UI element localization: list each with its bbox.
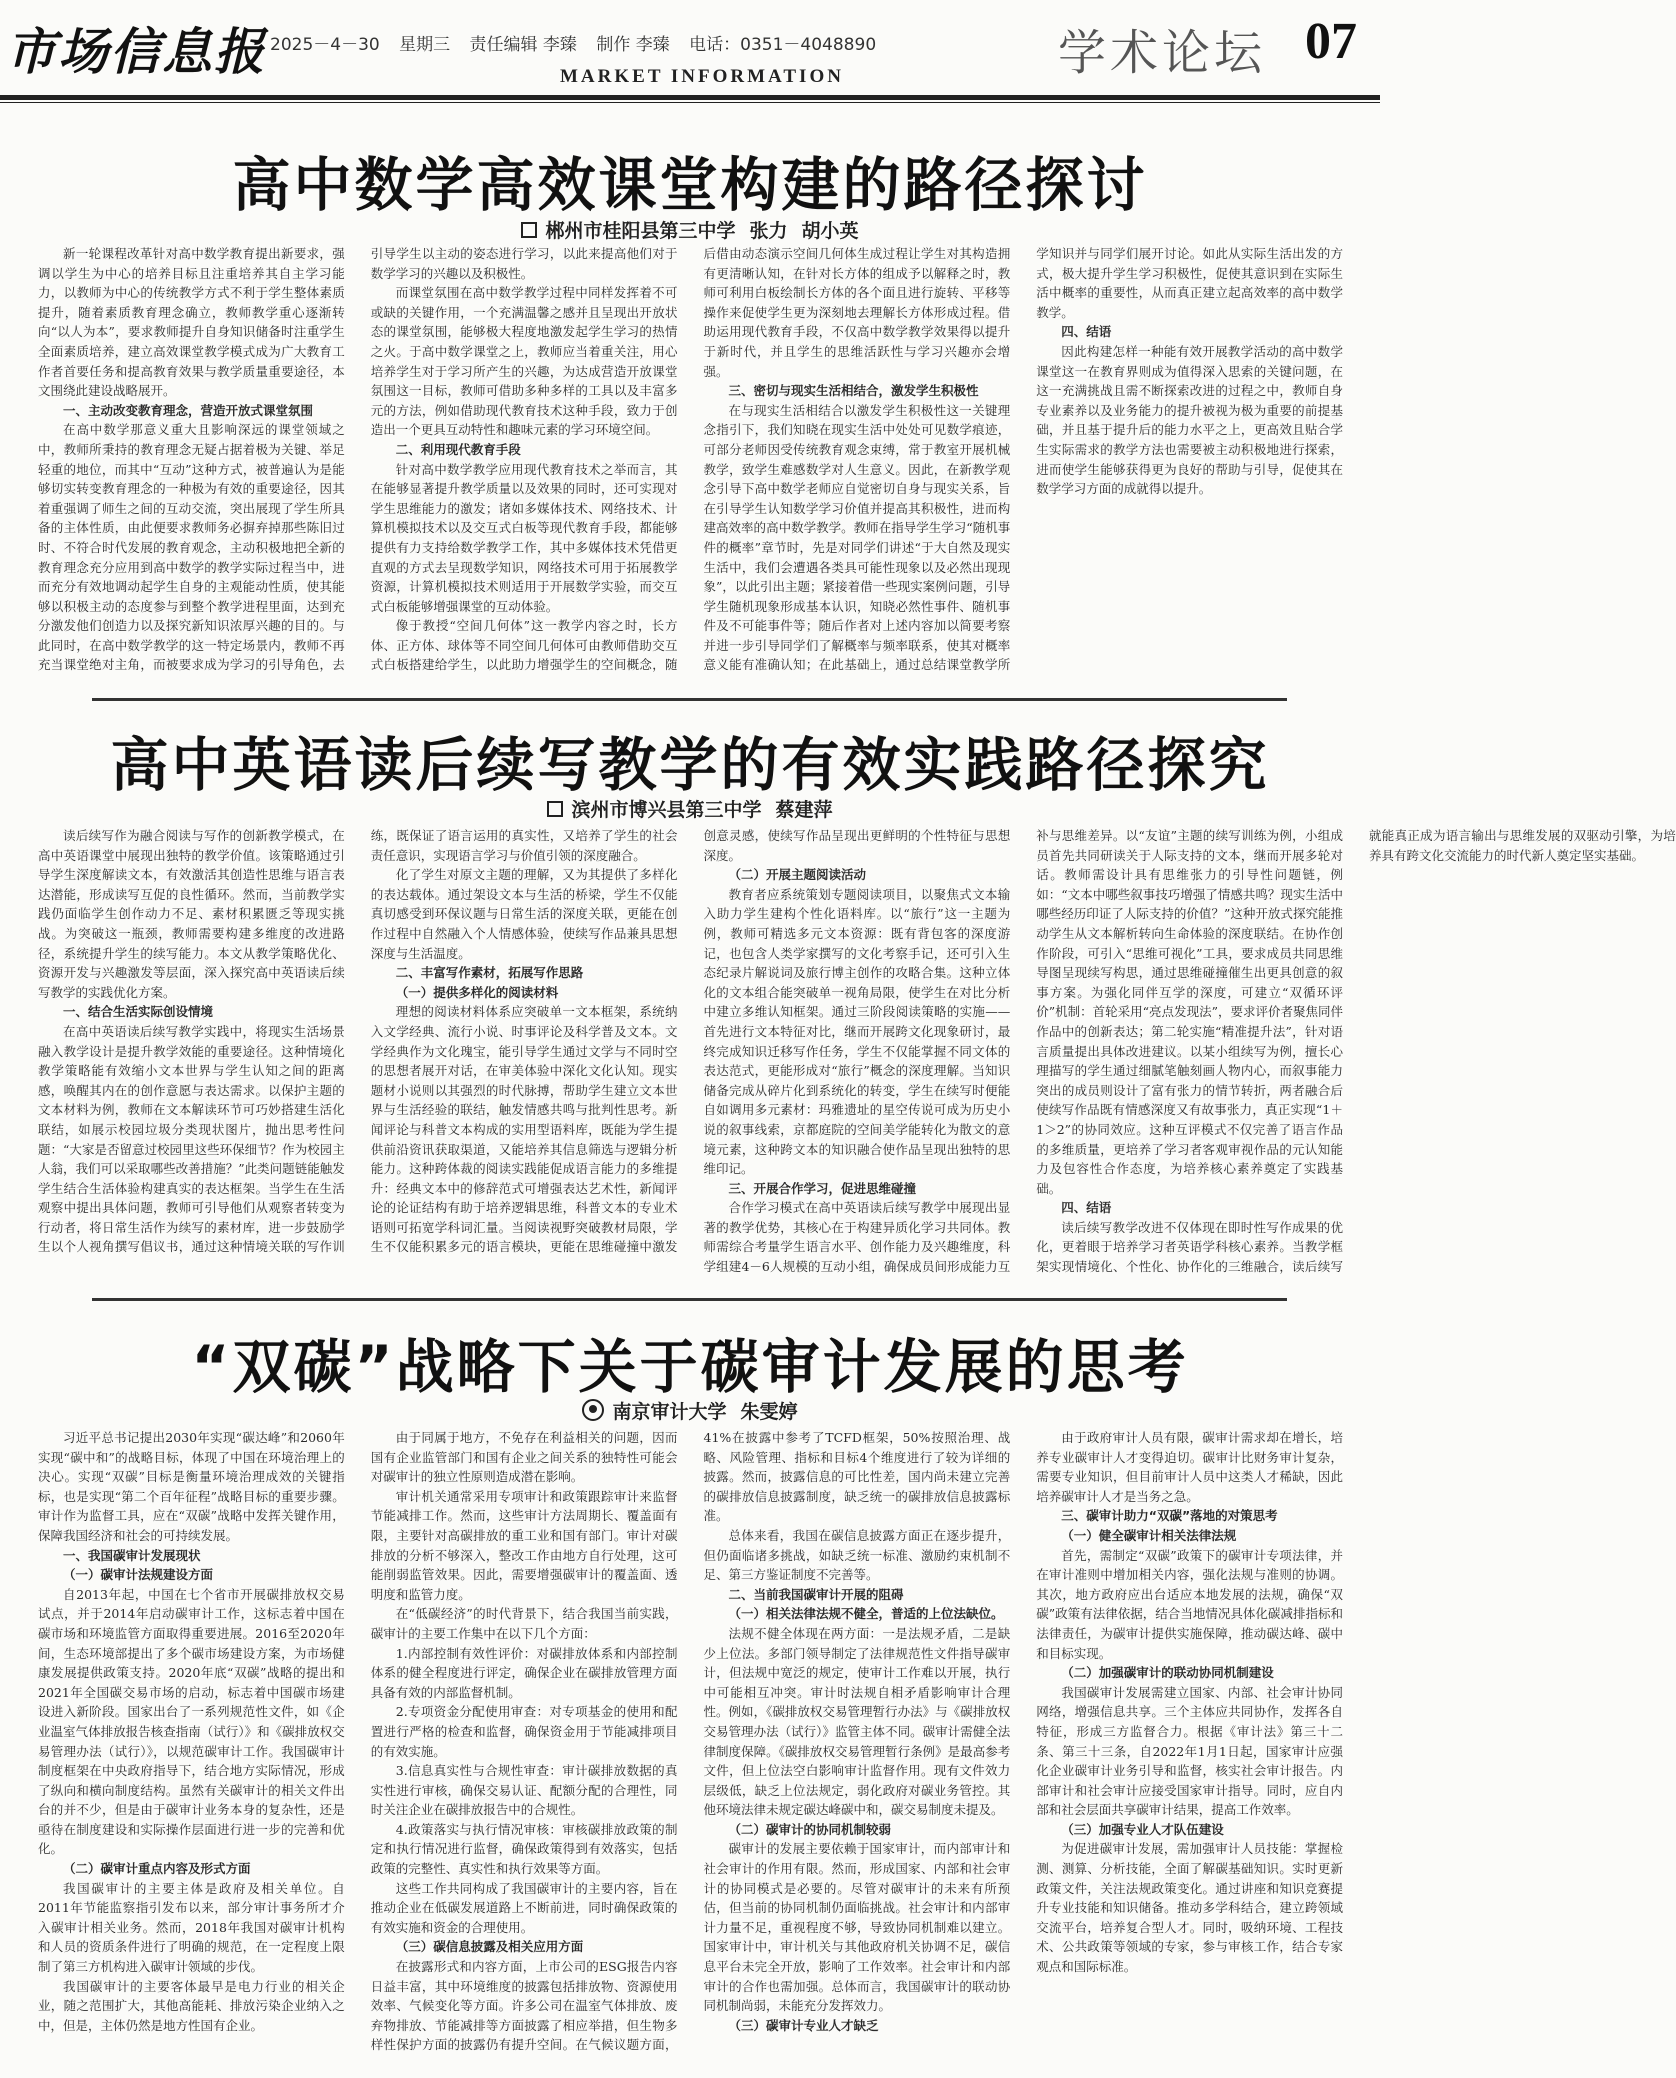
body-paragraph: 由于同属于地方，不免存在利益相关的问题，因而国有企业监管部门和国有企业之间关系的独特性可能会对碳审计的独立性原则造成潜在影响。 <box>370 1430 678 1485</box>
body-paragraph: 这些工作共同构成了我国碳审计的主要内容，旨在推动企业在低碳发展道路上不断前进，同时确保政策的有效实施和资金的合理使用。 <box>370 1880 678 1935</box>
body-paragraph: 我国碳审计发展需建立国家、内部、社会审计协同网络，增强信息共享。三个主体应共同协作，发挥各自特征，形成三方监督合力。根据《审计法》第三十二条、第三十三条，自2022年1月1日起，国家审计应强化企业碳审计业务引导和监督，核实社会审计报告。内部审计和社会审计应接受国家审计指导。同时，应自内部和社会层面共享碳审计结果，提高工作效率。 <box>1036 1684 1343 1818</box>
section-heading: （一）碳审计法规建设方面 <box>63 1567 214 1583</box>
section-heading: （二）加强碳审计的联动协同机制建设 <box>1061 1665 1274 1681</box>
section-heading: 三、密切与现实生活相结合，激发学生积极性 <box>728 383 979 399</box>
section-heading: 一、结合生活实际创设情境 <box>63 1004 214 1020</box>
article-byline <box>0 216 1380 243</box>
section-heading: （二）开展主题阅读活动 <box>728 867 867 883</box>
article-divider <box>92 1298 1287 1301</box>
issue-date: 2025－4－30 <box>270 35 380 55</box>
body-paragraph: 由于政府审计人员有限，碳审计需求却在增长，培养专业碳审计人才变得迫切。碳审计比财务审计复杂，需要专业知识，但目前审计人员中这类人才稀缺，因此培养碳审计人才是当务之急。 <box>1036 1430 1343 1504</box>
section-heading: （一）提供多样化的阅读材料 <box>395 984 559 1000</box>
section-heading: （三）碳审计专业人才缺乏 <box>728 2017 879 2033</box>
author-affiliation: 南京审计大学 <box>612 1401 727 1423</box>
body-paragraph: 读后续写作为融合阅读与写作的创新教学模式，在高中英语课堂中展现出独特的教学价值。该策略通过引导学生深度解读文本，有效激活其创造性思维与语言表达潜能，形成读写互促的良性循环。然而，当前教学实践仍面临学生创作动力不足、素材积累匮乏等现实挑战。为突破这一瓶颈，教师需要构建多维度的改进路径，系统提升学生的续写能力。本文从教学策略优化、资源开发与兴趣激发等层面，深入探究高中英语读后续写教学的实践优化方案。 <box>38 828 345 1000</box>
masthead-rule <box>0 95 1380 100</box>
section-heading: （一）健全碳审计相关法律法规 <box>1061 1527 1237 1543</box>
article-title: 高中数学高效课堂构建的路径探讨 <box>232 151 1148 219</box>
body-paragraph: 为促进碳审计发展，需加强审计人员技能：掌握检测、测算、分析技能，全面了解碳基础知识。实时更新政策文件，关注法规政策变化。通过讲座和知识竞赛提升专业技能和知识储备。推动多学科结合，建立跨领域交流平台，培养复合型人才。同时，吸纳环境、工程技术、公共政策等领域的专家，参与审核工作，结合专家观点和国际标准。 <box>1036 1841 1343 1975</box>
section-heading: 二、当前我国碳审计开展的阻碍 <box>728 1586 904 1602</box>
body-paragraph: 2.专项资金分配使用审查：对专项基金的使用和配置进行严格的检查和监督，确保资金用于节能减排项目的有效实施。 <box>370 1704 678 1759</box>
section-heading: （二）碳审计重点内容及形式方面 <box>63 1861 251 1877</box>
author-affiliation: 郴州市桂阳县第三中学 <box>545 220 736 242</box>
section-heading: 二、丰富写作素材，拓展写作思路 <box>395 965 584 981</box>
body-paragraph: 针对高中数学教学应用现代教育技术之举而言，其在能够显著提升教学质量以及效果的同时，还可实现对学生思维能力的激发；诸如多媒体技术、网络技术、计算机模拟技术以及交互式白板等现代教育手段，都能够提供有力支持给数学教学工作，其中多媒体技术凭借更直观的方式去呈现数学知识，网络技术可用于拓展教学资源，计算机模拟技术则适用于开展数学实验，而交互式白板能够增强课堂的互动体验。 <box>370 461 678 614</box>
section-heading: 四、结语 <box>1061 324 1112 340</box>
body-paragraph: 在披露形式和内容方面，上市公司的ESG报告内容日益丰富，其中环境维度的披露包括排放物、资源使用效率、气候变化等方面。许多公司在温室气体排放、废弃物排放、节能减排等方面披露了相应举措，但生物多样性保护方面的披露仍有提升空间。在气候议题方面，41%在披露中参考了TCFD框架，50%按照治理、战略、风险管理、指标和目标4个维度进行了较为详细的披露。然而，披露信息的可比性差，国内尚未建立完善的碳排放信息披露制度，缺乏统一的碳排放信息披露标准。 <box>370 1430 1011 2053</box>
body-paragraph: 因此构建怎样一种能有效开展教学活动的高中数学课堂这一在教育界则成为值得深入思索的关键问题，在这一充满挑战且需不断探索改进的过程之中，教师自身专业素养以及业务能力的提升被视为极为重要的前提基础，并且基于提升后的能力水平之上，更高效且贴合学生实际需求的教学方法也需要被主动积极地进行探索，进而使学生能够获得更为良好的帮助与引导，促使其在数学学习方面的成就得以提升。 <box>1036 343 1343 497</box>
body-paragraph: 理想的阅读材料体系应突破单一文本框架，系统纳入文学经典、流行小说、时事评论及科学普及文本。文学经典作为文化瑰宝，能引导学生通过文学与不同时空的思想者展开对话，在审美体验中深化文化认知。现实题材小说则以其强烈的时代脉搏，帮助学生建立文本世界与生活经验的联结，触发情感共鸣与批判性思考。新闻评论与科普文本构成的实用型语料库，既能为学生提供前沿资讯获取渠道，又能培养其信息筛选与逻辑分析能力。这种跨体裁的阅读实践能促成语言能力的多维提升：经典文本中的修辞范式可增强表达艺术性，新闻评论的论证结构有助于培养逻辑思维，科普文本的专业术语则可拓宽学科词汇量。当阅读视野突破教材局限，学生不仅能积累多元的语言模块，更能在思维碰撞中激发创意灵感，使续写作品呈现出更鲜明的个性特征与思想深度。 <box>370 828 1011 1255</box>
issue-editor: 责任编辑 李臻 <box>469 35 577 55</box>
article-title: 高中英语读后续写教学的有效实践路径探究 <box>110 731 1270 799</box>
section-heading: 二、利用现代教育手段 <box>395 441 521 457</box>
body-paragraph: 像于教授“空间几何体”这一教学内容之时，长方体、正方体、球体等不同空间几何体可由教师借助交互式白板搭建给学生，以此助力增强学生的空间概念，随后借由动态演示空间几何体生成过程让学生对其构造拥有更清晰认知，在针对长方体的组成予以解释之时，教师可利用白板绘制长方体的各个面且进行旋转、平移等操作来促使学生更为深刻地去理解长方体形成过程。借助运用现代教育手段，不仅高中数学教学效果得以提升于新时代，并且学生的思维活跃性与学习兴趣亦会增强。 <box>370 246 1011 673</box>
newspaper-english-name: MARKET INFORMATION <box>560 66 844 87</box>
masthead-rule-thin <box>0 102 1380 103</box>
section-heading: 三、开展合作学习，促进思维碰撞 <box>728 1180 917 1196</box>
article-divider <box>92 698 1287 701</box>
article-body <box>38 826 1676 1278</box>
body-paragraph: 法规不健全体现在两方面：一是法规矛盾，二是缺少上位法。多部门领导制定了法律规范性文件指导碳审计，但法规中宽泛的规定，使审计工作难以开展，执行中可能相互冲突。审计时法规自相矛盾影响审计合理性。例如，《碳排放权交易管理暂行办法》与《碳排放权交易管理办法（试行）》监管主体不同。碳审计需健全法律制度保障。《碳排放权交易管理暂行条例》是最高参考文件，但上位法空白影响审计监督作用。现有文件效力层级低，缺乏上位法规定，弱化政府对碳业务管控。其他环境法律未规定碳达峰碳中和，碳交易制度未提及。 <box>703 1625 1011 1818</box>
body-paragraph: 我国碳审计的主要客体最早是电力行业的相关企业，随之范围扩大，其他高能耗、排放污染企业纳入之中，但是，主体仍然是地方性国有企业。 <box>38 1978 345 2033</box>
body-paragraph: 在高中数学那意义重大且影响深远的课堂领域之中，教师所秉持的教育理念无疑占据着极为关键、举足轻重的地位，而其中“互动”这种方式，被普遍认为是能够切实转变教育理念的一种极为有效的重要途径，因其着重强调了师生之间的互动交流，突出展现了学生所具备的主体性质，由此便要求教师务必摒弃掉那些陈旧过时、不符合时代发展的教育观念，主动积极地把全新的教育理念充分应用到高中数学的教学实际过程当中，进而充分有效地调动起学生自身的主观能动性质，使其能够以积极主动的态度参与到整个教学进程里面，达到充分激发他们创造力以及探究新知识浓厚兴趣的目的。与此同时，在高中数学教学的这一特定场景内，教师不再充当课堂绝对主角，而被要求成为学习的引导角色，去引导学生以主动的姿态进行学习，以此来提高他们对于数学学习的兴趣以及积极性。 <box>38 246 678 673</box>
body-paragraph: 在“低碳经济”的时代背景下，结合我国当前实践，碳审计的主要工作集中在以下几个方面： <box>370 1606 678 1641</box>
section-heading: （三）碳信息披露及相关应用方面 <box>395 1939 584 1955</box>
article-byline <box>0 795 1380 822</box>
section-heading: （二）碳审计的协同机制较弱 <box>728 1821 892 1837</box>
section-heading: （一）相关法律法规不健全，普适的上位法缺位。 <box>728 1606 1004 1622</box>
section-heading: 一、主动改变教育理念，营造开放式课堂氛围 <box>63 402 314 418</box>
section-heading: 三、碳审计助力“双碳”落地的对策思考 <box>1061 1508 1278 1524</box>
byline-box-icon <box>547 801 563 817</box>
article-byline <box>0 1397 1380 1424</box>
body-paragraph: 在与现实生活相结合以激发学生积极性这一关键理念指引下，我们知晓在现实生活中处处可见数学痕迹，可部分老师因受传统教育观念束缚，常于教室开展机械教学，致学生难感数学对人生意义。因此，在新教学观念引导下高中数学老师应自觉密切自身与现实关系，旨在引导学生认知数学学习价值并提高其积极性，进而构建高效率的高中数学教学。教师在指导学生学习“随机事件的概率”章节时，先是对同学们讲述“于大自然及现实生活中，我们会遭遇各类具可能性现象以及必然出现现象”，以此引出主题；紧接着借一些现实案例问题，引导学生随机现象形成基本认识，知晓必然性事件、随机事件及不可能事件等；随后作者对上述内容加以简要考察并进一步引导同学们了解概率与频率联系，使其对概率意义能有准确认知；在此基础上，通过总结课堂教学所学知识并与同学们展开讨论。如此从实际生活出发的方式，极大提升学生学习积极性，促使其意识到在实际生活中概率的重要性，从而真正建立起高效率的高中数学教学。 <box>703 246 1343 673</box>
body-paragraph: 碳审计的发展主要依赖于国家审计，而内部审计和社会审计的作用有限。然而，形成国家、内部和社会审计的协同模式是必要的。尽管对碳审计的未来有所预估，但当前的协同机制仍面临挑战。社会审计和内部审计力量不足，重视程度不够，导致协同机制难以建立。国家审计中，审计机关与其他政府机关协调不足，碳信息平台未完全开放，影响了工作效率。社会审计和内部审计的合作也需加强。总体而言，我国碳审计的联动协同机制尚弱，未能充分发挥效力。 <box>703 1841 1011 2014</box>
section-heading: （三）加强专业人才队伍建设 <box>1061 1821 1224 1837</box>
body-paragraph: 4.政策落实与执行情况审核：审核碳排放政策的制定和执行情况进行监督，确保政策得到有效落实，包括政策的完整性、真实性和执行效果等方面。 <box>370 1821 678 1877</box>
body-paragraph: 审计机关通常采用专项审计和政策跟踪审计来监督节能减排工作。然而，这些审计方法周期长、覆盖面有限，主要针对高碳排放的重工业和国有部门。审计对碳排放的分析不够深入，整改工作由地方自行处理，这可能削弱监管效果。因此，需要增强碳审计的覆盖面、透明度和监管力度。 <box>370 1488 678 1602</box>
article-body <box>38 1428 1343 2064</box>
article-body <box>38 244 1343 676</box>
section-heading: 一、我国碳审计发展现状 <box>63 1547 201 1563</box>
author-name: 蔡建萍 <box>775 799 833 821</box>
article-title: “双碳”战略下关于碳审计发展的思考 <box>191 1333 1189 1401</box>
body-paragraph: 读后续写教学改进不仅体现在即时性写作成果的优化，更着眼于培养学习者英语学科核心素养。当教学框架实现情境化、个性化、协作化的三维融合，读后续写就能真正成为语言输出与思维发展的双驱动引擎，为培养具有跨文化交流能力的时代新人奠定坚实基础。 <box>1036 828 1676 1275</box>
body-paragraph: 合作学习模式在高中英语读后续写教学中展现出显著的教学优势，其核心在于构建异质化学习共同体。教师需综合考量学生语言水平、创作能力及兴趣维度，科学组建4－6人规模的互动小组，确保成员间形成能力互补与思维差异。以“友谊”主题的续写训练为例，小组成员首先共同研读关于人际支持的文本，继而开展多轮对话。教师需设计具有思维张力的引导性问题链，例如：“文本中哪些叙事技巧增强了情感共鸣？现实生活中哪些经历印证了人际支持的价值？”这种开放式探究能推动学生从文本解析转向生命体验的深度联结。在协作创作阶段，可引入“思维可视化”工具，要求成员共同思维导图呈现续写构思，通过思维碰撞催生出更具创意的叙事方案。为强化同伴互学的深度，可建立“双循环评价”机制：首轮采用“亮点发现法”，要求评价者聚焦同伴作品中的创新表达；第二轮实施“精准提升法”，针对语言质量提出具体改进建议。以某小组续写为例，擅长心理描写的学生通过细腻笔触刻画人物内心，而叙事能力突出的成员则设计了富有张力的情节转折，两者融合后使续写作品既有情感深度又有故事张力，真正实现“1＋1＞2”的协同效应。这种互评模式不仅完善了语言作品的多维质量，更培养了学习者客观审视作品的元认知能力及包容性合作态度，为培养核心素养奠定了实践基础。 <box>703 828 1343 1275</box>
author-affiliation: 滨州市博兴县第三中学 <box>571 799 762 821</box>
author-name: 朱雯婷 <box>740 1401 798 1423</box>
masthead <box>0 0 1380 92</box>
body-paragraph: 教育者应系统策划专题阅读项目，以聚焦式文本输入助力学生建构个性化语料库。以“旅行”这一主题为例，教师可精选多元文本资源：既有背包客的深度游记，也包含人类学家撰写的文化考察手记，还可引入生态纪录片解说词及旅行博主创作的攻略合集。这种立体化的文本组合能突破单一视角局限，使学生在对比分析中建立多维认知框架。通过三阶段阅读策略的实施——首先进行文本特征对比，继而开展跨文化现象研讨，最终完成知识迁移写作任务，学生不仅能掌握不同文体的表达范式，更能形成对“旅行”概念的深度理解。当知识储备完成从碎片化到系统化的转变，学生在续写时便能自如调用多元素材：玛雅遗址的星空传说可成为历史小说的叙事线索，京都庭院的空间美学能转化为散文的意境元素，这种跨文本的知识融合使作品呈现出独特的思维印记。 <box>703 886 1011 1177</box>
byline-box-icon <box>521 222 537 238</box>
newspaper-name: 市场信息报 <box>6 22 266 81</box>
body-paragraph: 在高中英语读后续写教学实践中，将现实生活场景融入教学设计是提升教学效能的重要途径。这种情境化教学策略能有效缩小文本世界与学生认知之间的距离感，唤醒其内在的创作意愿与表达需求。以保护主题的文本材料为例，教师在文本解读环节可巧妙搭建生活化联结，如展示校园垃圾分类现状图片，抛出思考性问题：“大家是否留意过校园里这些环保细节？作为校园主人翁，我们可以采取哪些改善措施？”此类问题链能触发学生结合生活体验构建真实的表达框架。当学生在生活观察中提出具体问题，教师可引导他们从观察者转变为行动者，将日常生活作为续写的素材库，进一步鼓励学生以个人视角撰写倡议书，通过这种情境关联的写作训练，既保证了语言运用的真实性，又培养了学生的社会责任意识，实现语言学习与价值引领的深度融合。 <box>38 828 678 1255</box>
page-number: 07 <box>1305 13 1357 70</box>
body-paragraph: 我国碳审计的主要主体是政府及相关单位。自2011年节能监察指引发布以来，部分审计事务所才介入碳审计相关业务。然而，2018年我国对碳审计机构和人员的资质条件进行了明确的规范，在一定程度上限制了第三方机构进入碳审计领域的步伐。 <box>38 1880 345 1975</box>
body-paragraph: 1.内部控制有效性评价：对碳排放体系和内部控制体系的健全程度进行评定，确保企业在碳排放管理方面具备有效的内部监督机制。 <box>370 1645 678 1700</box>
section-heading: 四、结语 <box>1061 1200 1112 1216</box>
body-paragraph: 首先，需制定“双碳”政策下的碳审计专项法律，并在审计准则中增加相关内容，强化法规与准则的协调。其次，地方政府应出台适应本地发展的法规，确保“双碳”政策有法律依据，结合当地情况具体化碳减排指标和法律责任，为碳审计提供实施保障，推动碳达峰、碳中和目标实现。 <box>1036 1547 1343 1661</box>
author-name: 胡小英 <box>801 220 859 242</box>
body-paragraph: 而课堂氛围在高中数学教学过程中同样发挥着不可或缺的关键作用，一个充满温馨之感并且呈现出开放状态的课堂氛围，能够极大程度地激发起学生学习的热情之火。于高中数学课堂之上，教师应当着重关注，用心培养学生对于学习所产生的兴趣，为达成营造开放课堂氛围这一目标，教师可借助多种多样的工具以及丰富多元的方法，例如借助现代教育技术这种手段，致力于创造出一个更具互动特性和趣味元素的学习环境空间。 <box>370 285 678 438</box>
section-title: 学术论坛 <box>1058 25 1267 81</box>
byline-pen-icon <box>582 1399 604 1421</box>
body-paragraph: 习近平总书记提出2030年实现“碳达峰”和2060年实现“碳中和”的战略目标，体现了中国在环境治理上的决心。实现“双碳”目标是衡量环境治理成效的关键指标，也是实现“第二个百年征程”战略目标的重要步骤。审计作为监督工具，应在“双碳”战略中发挥关键作用，保障我国经济和社会的可持续发展。 <box>38 1430 345 1543</box>
body-paragraph: 新一轮课程改革针对高中数学教育提出新要求，强调以学生为中心的培养目标且注重培养其自主学习能力，以教师为中心的传统教学方式不利于学生整体素质提升，随着素质教育理念确立，教师教学重心逐渐转向“以人为本”，要求教师提升自身知识储备时注重学生全面素质培养，建立高效课堂教学模式成为广大教育工作者首要任务和提高教育效果与教学质量重要途径，本文围绕此建设战略展开。 <box>38 246 345 399</box>
body-paragraph: 3.信息真实性与合规性审查：审计碳排放数据的真实性进行审核，确保交易认证、配额分配的合理性，同时关注企业在碳排放报告中的合规性。 <box>370 1763 678 1818</box>
issue-phone: 电话：0351－4048890 <box>689 35 877 55</box>
issue-info <box>270 30 876 55</box>
body-paragraph: 化了学生对原文主题的理解，又为其提供了多样化的表达载体。通过架设文本与生活的桥梁，学生不仅能真切感受到环保议题与日常生活的深度关联，更能在创作过程中自然融入个人情感体验，使续写作品兼具思想深度与生活温度。 <box>370 867 678 961</box>
issue-producer: 制作 李臻 <box>596 35 670 55</box>
author-name: 张力 <box>749 220 788 242</box>
body-paragraph: 自2013年起，中国在七个省市开展碳排放权交易试点，并于2014年启动碳审计工作，这标志着中国在碳市场和环境监管方面取得重要进展。2016至2020年间，生态环境部提出了多个碳市场建设方案，为市场健康发展提供政策支持。2020年底“双碳”战略的提出和2021年全国碳交易市场的启动，标志着中国碳市场建设进入新阶段。国家出台了一系列规范性文件，如《企业温室气体排放报告核查指南（试行）》和《碳排放权交易管理办法（试行）》，以规范碳审计工作。我国碳审计制度框架在中央政府指导下，结合地方实际情况，形成了纵向和横向制度结构。虽然有关碳审计的相关文件出台的并不少，但是由于碳审计业务本身的复杂性，还是亟待在制度建设和实际操作层面进行进一步的完善和优化。 <box>38 1586 345 1857</box>
body-paragraph: 总体来看，我国在碳信息披露方面正在逐步提升，但仍面临诸多挑战，如缺乏统一标准、激励约束机制不足、第三方鉴证制度不完善等。 <box>703 1527 1011 1583</box>
issue-weekday: 星期三 <box>399 35 451 55</box>
